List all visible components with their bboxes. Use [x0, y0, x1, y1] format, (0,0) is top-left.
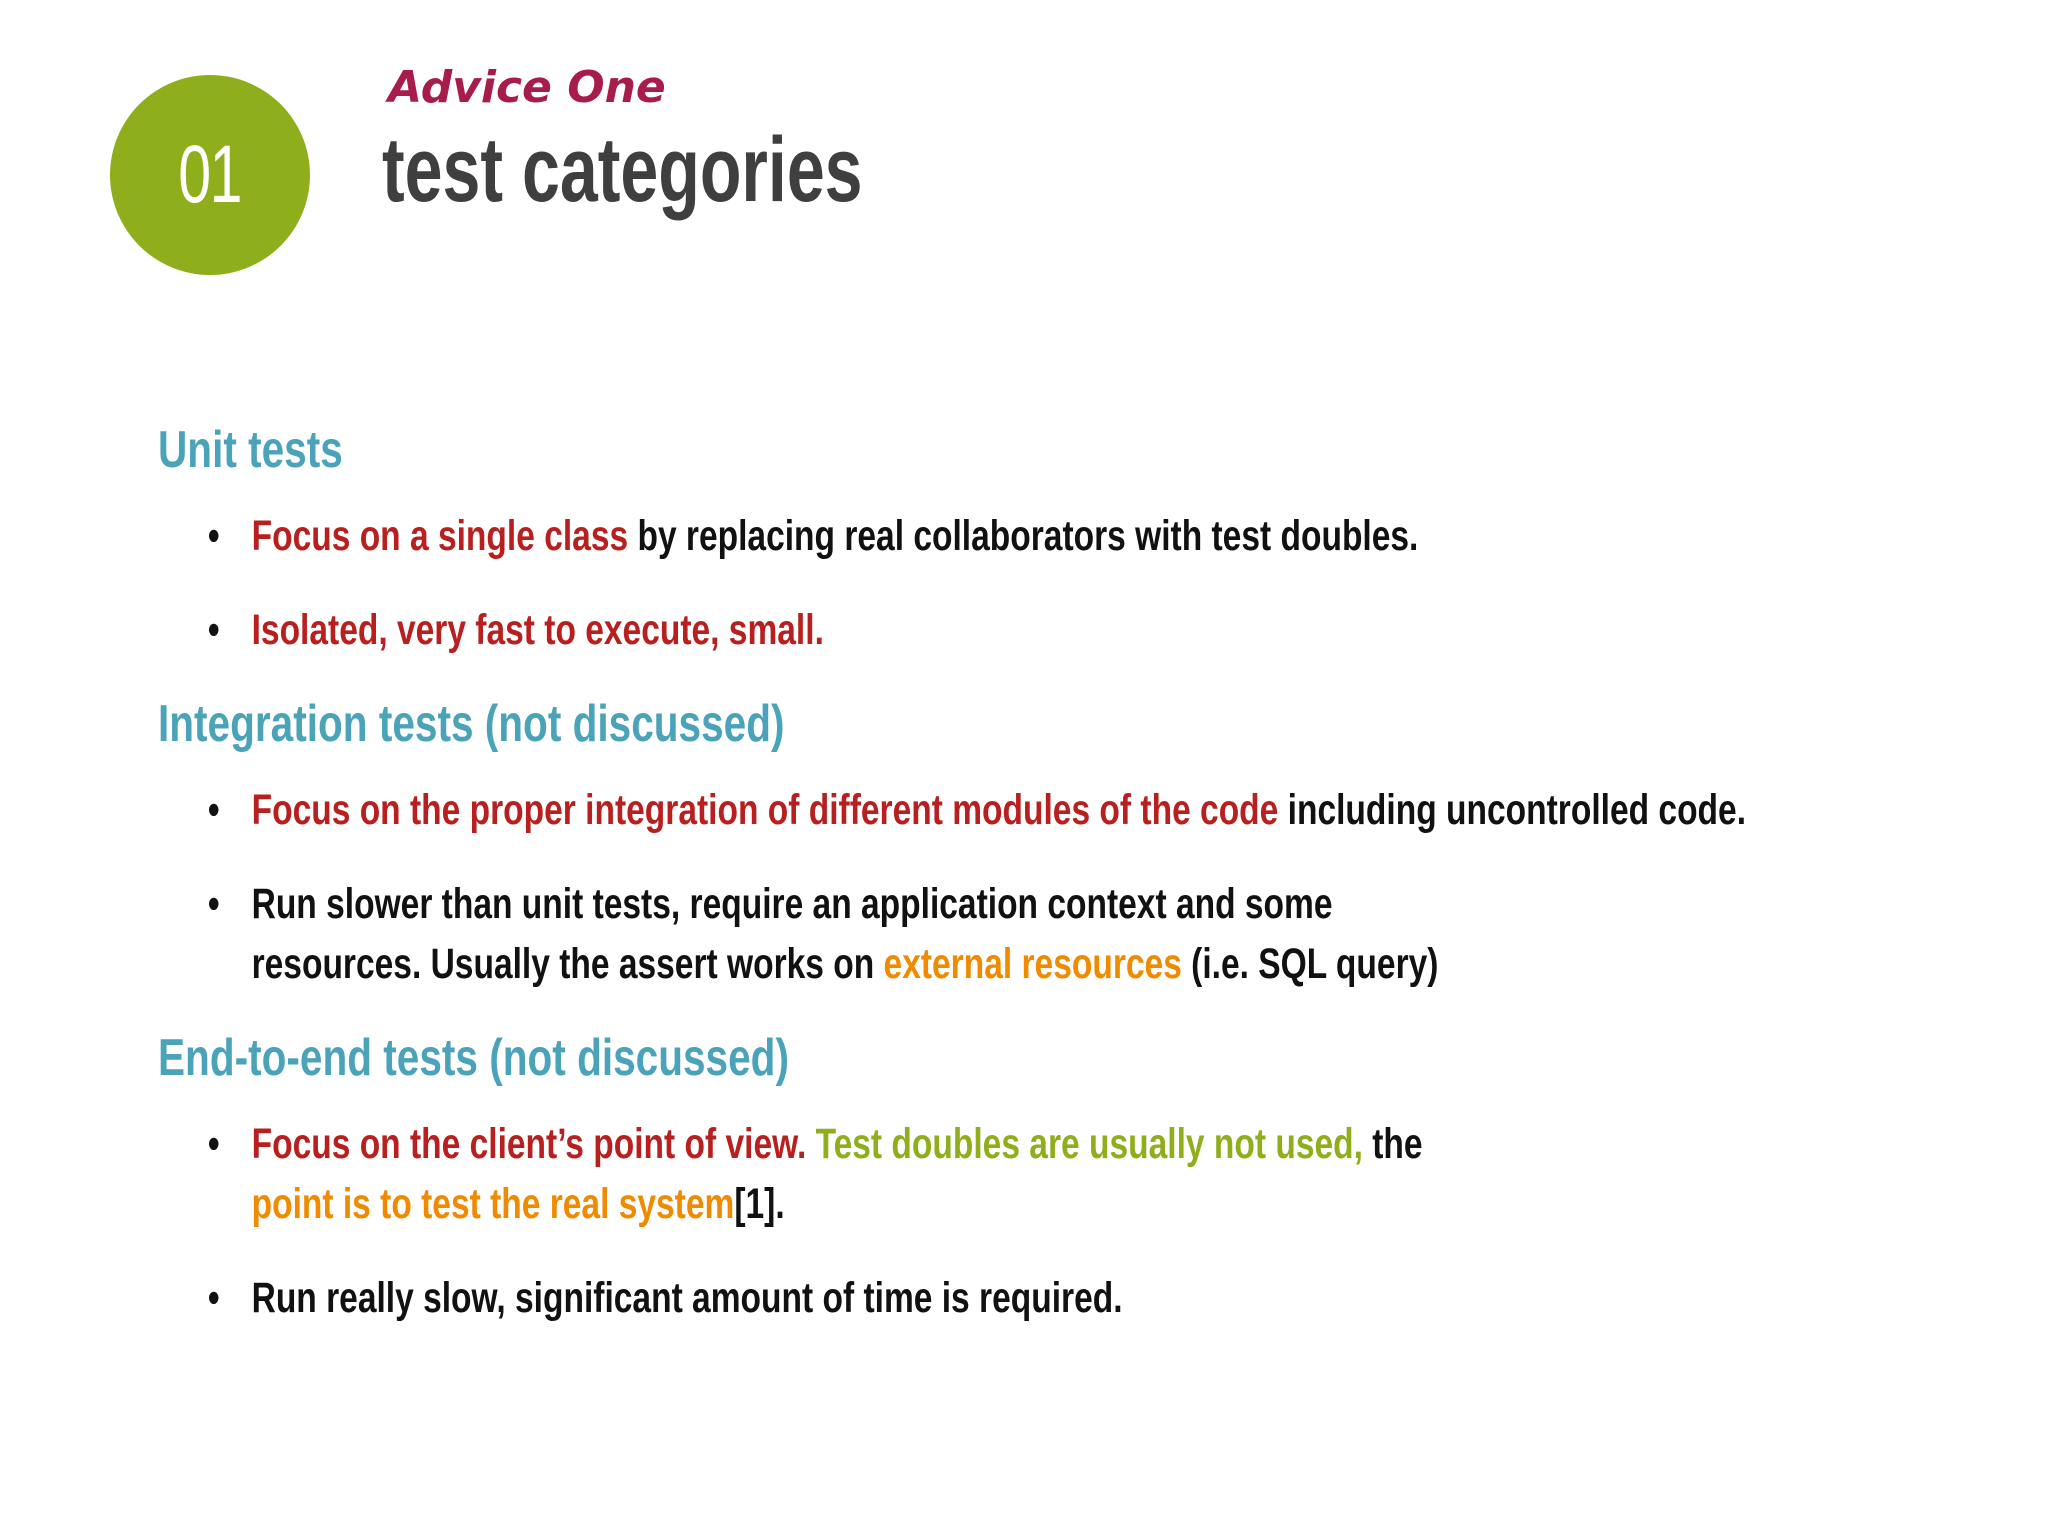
list-item: [158, 1268, 1874, 1328]
slide-content: [158, 420, 1878, 1362]
list-item: [158, 600, 1874, 660]
body-text: including uncontrolled code.: [1278, 786, 1747, 834]
section-heading-end-to-end-tests: End-to-end tests (not discussed): [158, 1029, 789, 1087]
section-heading-unit-tests: Unit tests: [158, 421, 343, 479]
body-text: Run slower than unit tests, require an application context and some resources. Usually the assert works on: [251, 880, 1333, 988]
emphasis-text: Focus on a single class: [251, 512, 629, 560]
section-heading-integration-tests: Integration tests (not discussed): [158, 695, 785, 753]
unit-tests-list: [158, 506, 1874, 660]
emphasis-text: external resources: [883, 940, 1182, 988]
list-item: [158, 506, 1874, 566]
slide-kicker: Advice One: [388, 62, 666, 113]
end-to-end-tests-list: [158, 1114, 1874, 1328]
number-badge: [110, 75, 310, 275]
integration-tests-list: [158, 780, 1874, 994]
body-text: the: [1362, 1120, 1423, 1168]
emphasis-text: Isolated, very fast to execute, small.: [251, 606, 824, 654]
emphasis-text: point is to test the real system: [251, 1180, 735, 1228]
badge-number: 01: [178, 129, 242, 220]
body-text: (i.e. SQL query): [1181, 940, 1439, 988]
body-text: Run really slow, significant amount of time is required.: [251, 1274, 1123, 1322]
slide-title: test categories: [382, 119, 863, 221]
list-item: [158, 780, 1874, 840]
list-item: [158, 1114, 1468, 1234]
emphasis-text: Focus on the proper integration of different modules of the code: [251, 786, 1279, 834]
citation-text: [1].: [734, 1180, 785, 1228]
body-text: by replacing real collaborators with test doubles.: [628, 512, 1419, 560]
emphasis-text: Test doubles are usually not used,: [806, 1120, 1363, 1168]
content-body: [158, 420, 1874, 1328]
emphasis-text: Focus on the client’s point of view.: [251, 1120, 807, 1168]
list-item: [158, 874, 1468, 994]
